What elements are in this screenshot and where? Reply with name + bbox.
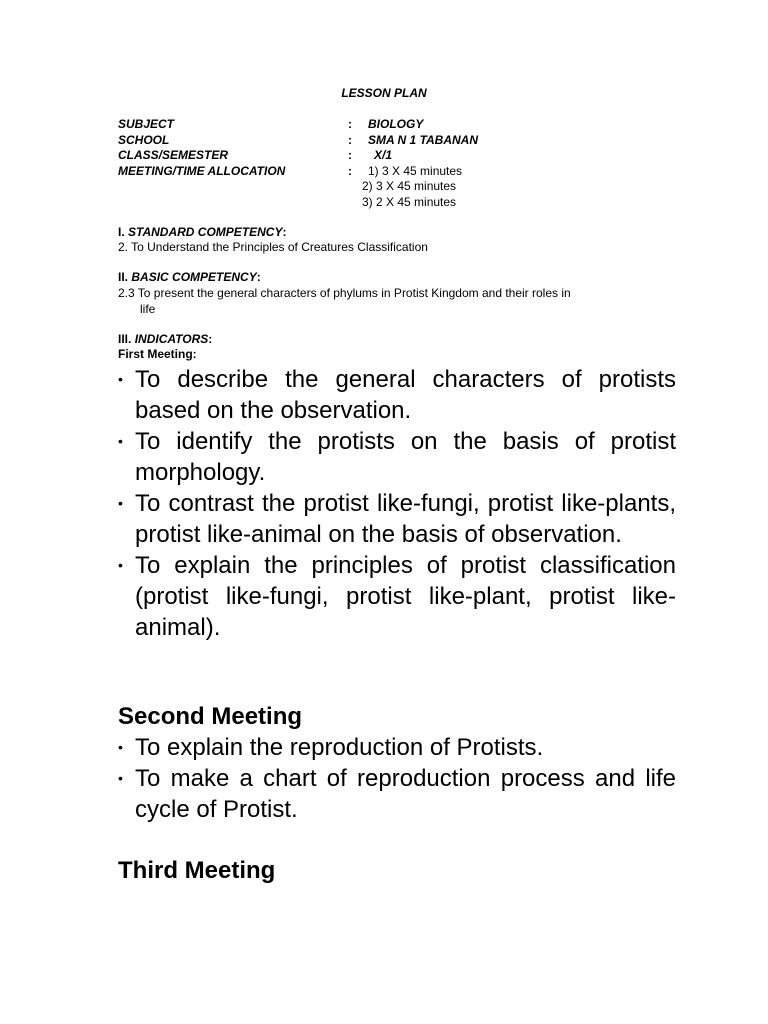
basic-competency-line-1: 2.3 To present the general characters of phylums in Protist Kingdom and their roles in xyxy=(118,286,571,300)
subject-label: SUBJECT xyxy=(118,117,175,131)
indicator-text: To describe the general characters of protists based on the observation. xyxy=(135,366,676,424)
indicator-text: To identify the protists on the basis of protist morphology. xyxy=(135,428,676,486)
second-meeting-heading: Second Meeting xyxy=(118,703,303,730)
bullet-icon: • xyxy=(118,770,123,786)
list-item xyxy=(118,426,676,488)
subject-value: BIOLOGY xyxy=(368,117,424,131)
info-row-school xyxy=(118,133,478,149)
indicator-text: To make a chart of reproduction process and life cycle of Protist. xyxy=(135,765,676,823)
section-number: III. xyxy=(118,332,132,346)
bullet-icon: • xyxy=(118,371,123,387)
colon: : xyxy=(348,148,352,162)
section-colon: : xyxy=(208,332,213,346)
bullet-icon: • xyxy=(118,739,123,755)
list-item xyxy=(118,364,676,426)
school-label: SCHOOL xyxy=(118,132,170,147)
time-allocation-3: 3) 2 X 45 minutes xyxy=(362,194,457,209)
lesson-info xyxy=(118,117,478,210)
colon: : xyxy=(348,117,352,131)
indicator-text: To explain the reproduction of Protists. xyxy=(135,734,544,761)
colon: : xyxy=(348,163,352,178)
basic-competency-line-2: life xyxy=(140,301,156,316)
class-value: X/1 xyxy=(374,148,393,162)
list-item xyxy=(118,488,676,550)
bullet-icon: • xyxy=(118,433,123,449)
document-title: LESSON PLAN xyxy=(341,86,427,100)
indicator-text: To contrast the protist like-fungi, protist like-plants, protist like-animal on the basis of observation. xyxy=(135,490,676,548)
section-title: INDICATORS xyxy=(134,332,209,346)
indicators-heading xyxy=(118,332,212,348)
meeting-label: MEETING/TIME ALLOCATION xyxy=(118,163,286,178)
first-meeting-label: First Meeting: xyxy=(118,347,197,361)
section-number: II. xyxy=(118,270,129,284)
section-title: BASIC COMPETENCY xyxy=(131,270,257,284)
standard-competency-text: 2. To Understand the Principles of Creatures Classification xyxy=(118,240,428,254)
info-row-meeting xyxy=(118,164,478,180)
bullet-icon: • xyxy=(118,557,123,573)
indicator-text: To explain the principles of protist classification (protist like-fungi, protist like-plant, protist like-animal). xyxy=(135,552,676,641)
third-meeting-heading: Third Meeting xyxy=(118,857,276,884)
time-allocation-2: 2) 3 X 45 minutes xyxy=(362,179,457,193)
list-item xyxy=(118,732,676,763)
colon: : xyxy=(348,132,352,147)
section-colon: : xyxy=(256,270,261,284)
class-label: CLASS/SEMESTER xyxy=(118,148,229,162)
list-item xyxy=(118,550,676,643)
time-allocation-1: 1) 3 X 45 minutes xyxy=(368,163,463,178)
first-meeting-list xyxy=(118,364,676,643)
basic-competency-heading xyxy=(118,270,261,286)
basic-competency-text xyxy=(118,286,678,317)
info-row-subject xyxy=(118,117,478,133)
section-colon: : xyxy=(282,225,287,239)
info-row-class xyxy=(118,148,478,164)
section-number: I. xyxy=(118,225,125,239)
section-title: STANDARD COMPETENCY xyxy=(128,225,283,239)
school-value: SMA N 1 TABANAN xyxy=(368,132,478,147)
bullet-icon: • xyxy=(118,495,123,511)
second-meeting-list xyxy=(118,732,676,825)
standard-competency-heading xyxy=(118,225,286,241)
list-item xyxy=(118,763,676,825)
